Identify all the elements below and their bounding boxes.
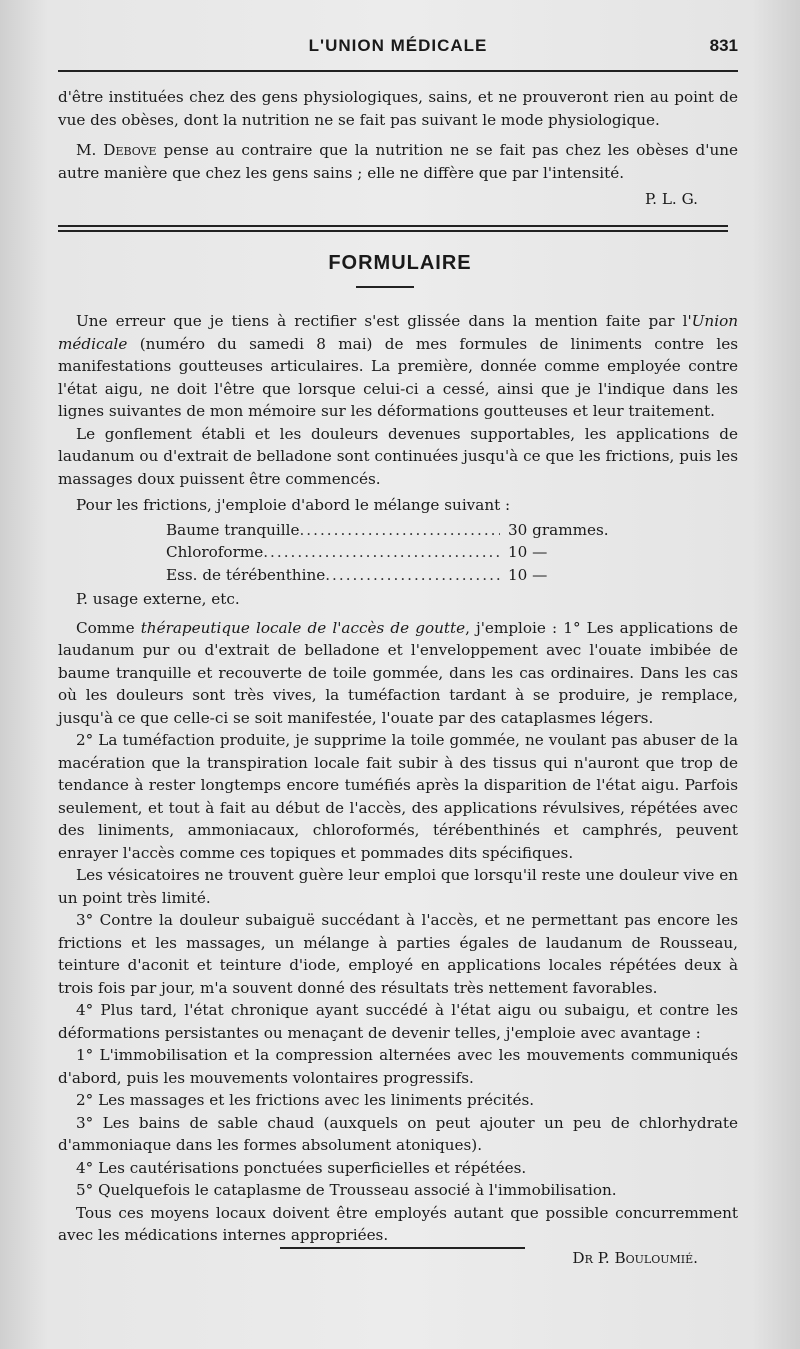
formulaire-body	[58, 310, 738, 1269]
usage-line: P. usage externe, etc.	[76, 590, 240, 608]
recipe-quantity: 30 grammes.	[508, 520, 609, 539]
intro-paragraph: d'être instituées chez des gens physiologiques, sains, et ne prouveront rien au point de vue des obèses, dont la nutrition ne se fait pas suivant le mode physiologique.	[58, 88, 738, 129]
body-paragraph-6: Les vésicatoires ne trouvent guère leur emploi que lorsqu'il reste une douleur vive en un point très limité.	[58, 866, 738, 907]
title-underline	[356, 286, 414, 288]
recipe-quantity: 10 —	[508, 565, 548, 584]
p1-journal-name: Union médicale	[58, 312, 738, 353]
header-rule	[58, 70, 738, 72]
journal-title: L'UNION MÉDICALE	[308, 36, 488, 55]
body-paragraph-5: 2° La tuméfaction produite, je supprime la toile gommée, ne voulant pas abuser de la macération que la transpiration locale fait subir à des tissus qui n'auront que trop de tendance à rester longtemps encore tuméfiés après la disparition de l'état aigu. Parfois seulement, et tout à fait au début de l'accès, des applications révulsives, répétées avec des liniments, ammoniacaux, chloroformés, térébenthinés et camphrés, peuvent enrayer l'accès comme ces topiques et pommades dits spécifiques.	[58, 731, 738, 862]
footer-rule	[280, 1247, 525, 1249]
closing-signature	[58, 1247, 738, 1270]
list-item: 4° Les cautérisations ponctuées superficielles et répétées.	[76, 1158, 527, 1177]
p1-end: (numéro du samedi 8 mai) de mes formules de liniments contre les manifestations goutteuses articulaires. La première, donnée comme employée contre l'état aigu, ne doit l'être que lorsque celui-ci a cessé, ainsi que je l'indique dans les lignes suivantes de mon mémoire sur les déformations goutteuses et leur traitement.	[58, 334, 738, 420]
body-paragraph-4	[58, 617, 738, 730]
recipe-row	[166, 519, 616, 542]
running-header	[58, 36, 738, 64]
closing-paragraph: Tous ces moyens locaux doivent être employés autant que possible concurremment avec les médications internes appropriées.	[58, 1203, 738, 1244]
debove-paragraph	[58, 139, 738, 184]
list-item: 2° Les massages et les frictions avec les liniments précités.	[76, 1091, 535, 1109]
intro-signature: P. L. G.	[645, 190, 698, 208]
author-signature: Dr P. Bouloumié.	[572, 1248, 698, 1267]
page-number: 831	[709, 36, 738, 55]
section-double-rule-bottom	[58, 230, 728, 232]
body-paragraph-2: Le gonflement établi et les douleurs devenues supportables, les applications de laudanum ou d'extrait de belladone sont continuées jusqu'à ce que les frictions, puis les massages doux puissent être commencés.	[58, 424, 738, 488]
body-paragraph-7: 3° Contre la douleur subaiguë succédant à l'accès, et ne permettant pas encore les frictions et les massages, un mélange à parties égales de laudanum de Rousseau, teinture d'aconit et teinture d'iode, employé en applications locales répétées deux à trois fois par jour, m'a souvent donné des résultats très nettement favorables.	[58, 911, 738, 997]
p1-start: Une erreur que je tiens à rectifier s'est glissée dans la mention faite par l'	[76, 312, 692, 330]
recipe-ingredient: Chloroforme	[166, 543, 264, 561]
debove-text: pense au contraire que la nutrition ne se fait pas chez les obèses d'une autre manière que chez les gens sains ; elle ne diffère que par l'intensité.	[58, 141, 739, 182]
list-item: 5° Quelquefois le cataplasme de Trousseau associé à l'immobilisation.	[76, 1181, 617, 1199]
debove-name: M. Debove	[76, 141, 157, 159]
body-paragraph-1	[58, 310, 738, 423]
list-item: 3° Les bains de sable chaud (auxquels on peut ajouter un peu de chlorhydrate d'ammoniaque dans les formes absolument atoniques).	[58, 1113, 738, 1154]
p4-end: , j'emploie : 1° Les applications de laudanum pur ou d'extrait de belladone et l'enveloppement avec l'ouate imbibée de baume tranquille et recouverte de toile gommée, dans les cas ordinaires. Dans les cas où les douleurs sont très vives, la tuméfaction tardant à se produire, je remplace, jusqu'à ce que celle-ci se soit manifestée, l'ouate par des cataplasmes légers.	[58, 618, 738, 727]
p4-italic: thérapeutique locale de l'accès de goutte	[140, 618, 466, 637]
recipe-ingredient: Ess. de térébenthine	[166, 565, 326, 584]
body-paragraph-8: 4° Plus tard, l'état chronique ayant succédé à l'état aigu ou subaigu, et contre les déformations persistantes ou menaçant de devenir telles, j'emploie avec avantage :	[58, 1001, 738, 1042]
p4-start: Comme	[76, 618, 141, 637]
section-title: FORMULAIRE	[328, 252, 472, 274]
recipe-list	[166, 519, 616, 587]
recipe-row	[166, 541, 616, 564]
recipe-ingredient: Baume tranquille	[166, 520, 300, 539]
recipe-leader	[325, 564, 500, 587]
list-item: 1° L'immobilisation et la compression alternées avec les mouvements communiqués d'abord, puis les mouvements volontaires progressifs.	[58, 1046, 738, 1087]
recipe-leader	[263, 541, 500, 564]
recipe-row	[166, 564, 616, 587]
recipe-quantity: 10 —	[508, 543, 548, 561]
intro-text	[58, 86, 738, 211]
body-paragraph-3: Pour les frictions, j'emploie d'abord le mélange suivant :	[76, 496, 511, 514]
section-double-rule-top	[58, 225, 728, 227]
recipe-leader	[299, 519, 500, 542]
